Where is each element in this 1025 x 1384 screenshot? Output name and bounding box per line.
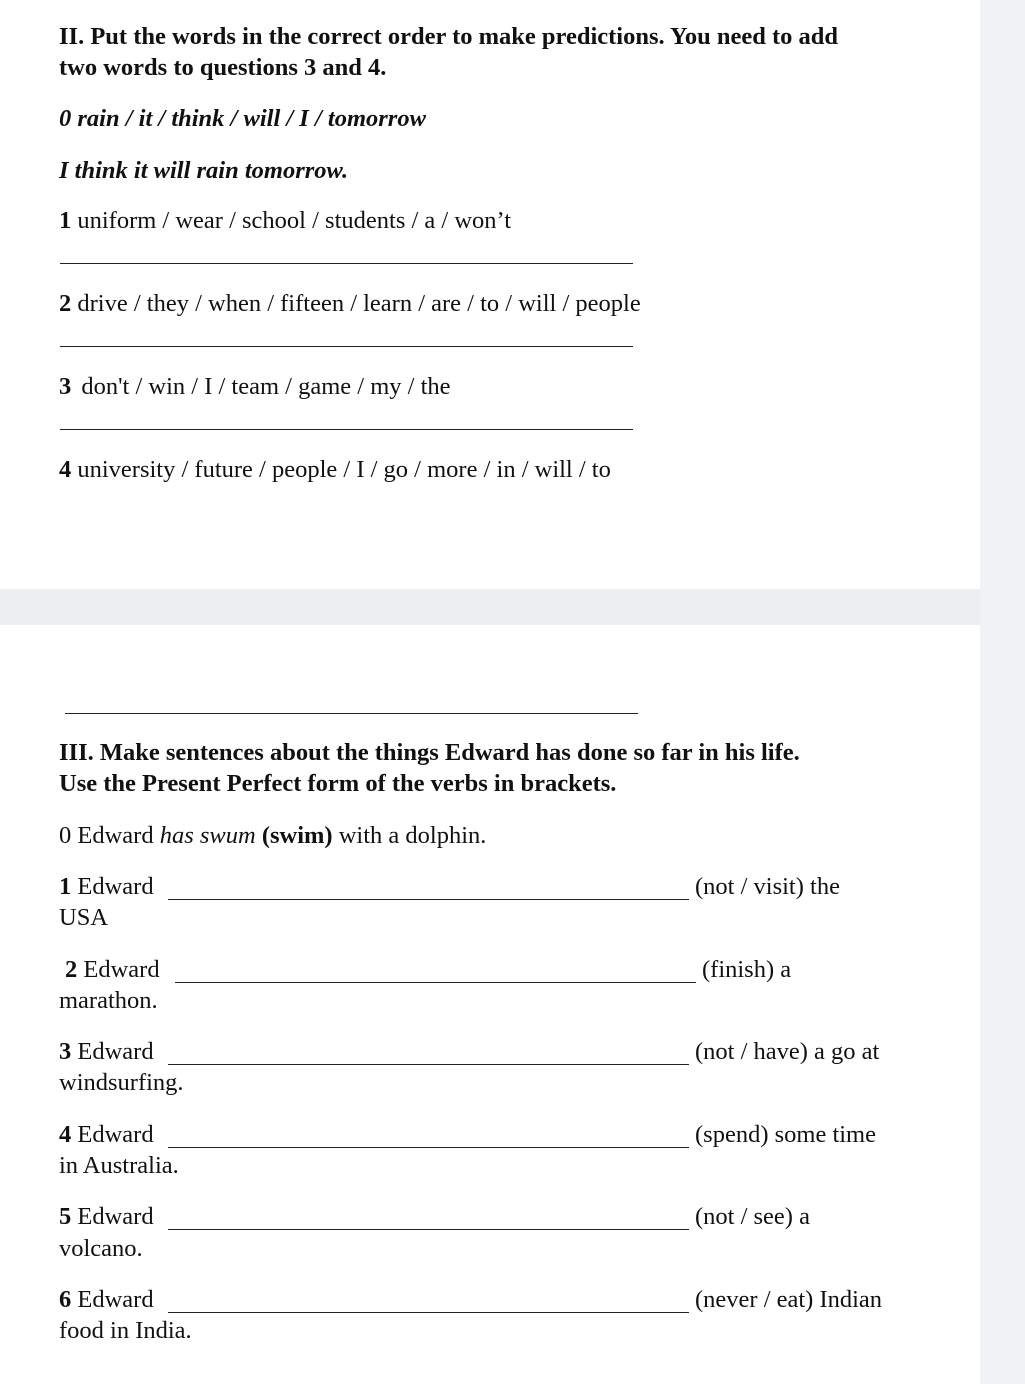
- item-number: 3: [59, 1038, 72, 1065]
- question-1: [59, 205, 511, 236]
- item-number: 1: [59, 873, 72, 900]
- item-4-continuation: in Australia.: [59, 1152, 179, 1179]
- item-number: 5: [59, 1203, 72, 1230]
- item-4-start: [59, 1119, 154, 1150]
- item-subject: Edward: [77, 1038, 154, 1065]
- item-1-answer-line[interactable]: [168, 899, 689, 900]
- item-5-start: [59, 1201, 154, 1232]
- section-2-title-line-1: II. Put the words in the correct order to make predictions. You need to add: [59, 23, 838, 50]
- item-1-continuation: USA: [59, 904, 109, 931]
- item-number: 2: [65, 956, 78, 983]
- example-answer: has swum: [159, 822, 256, 849]
- section-2-title-line-2: two words to questions 3 and 4.: [59, 54, 387, 81]
- section-3-title-line-2: Use the Present Perfect form of the verbs in brackets.: [59, 770, 617, 797]
- item-6-continuation: food in India.: [59, 1317, 192, 1344]
- item-subject: Edward: [83, 956, 160, 983]
- item-5-answer-line[interactable]: [168, 1229, 689, 1230]
- question-words: drive / they / when / fifteen / learn / are / to / will / people: [77, 290, 641, 317]
- example-prompt: 0 rain / it / think / will / I / tomorrow: [59, 105, 426, 132]
- item-3-hint: (not / have) a go at: [695, 1038, 880, 1065]
- item-subject: Edward: [77, 1203, 154, 1230]
- example-answer: I think it will rain tomorrow.: [59, 157, 349, 184]
- item-2-start: [65, 954, 160, 985]
- question-number: 2: [59, 290, 72, 317]
- item-3-start: [59, 1036, 154, 1067]
- scrollbar-track[interactable]: [980, 0, 1025, 1384]
- item-6-start: [59, 1284, 154, 1315]
- item-6-hint: (never / eat) Indian: [695, 1286, 883, 1313]
- item-2-hint: (finish) a: [702, 956, 792, 983]
- page-separator: [0, 589, 980, 625]
- item-4-answer-line[interactable]: [168, 1147, 689, 1148]
- answer-line-2[interactable]: [60, 346, 633, 347]
- example-suffix: with a dolphin.: [332, 822, 487, 849]
- question-number: 1: [59, 207, 72, 234]
- example-prefix: 0 Edward: [59, 822, 160, 849]
- question-words: don't / win / I / team / game / my / the: [81, 373, 451, 400]
- item-5-hint: (not / see) a: [695, 1203, 810, 1230]
- item-1-start: [59, 871, 154, 902]
- item-number: 4: [59, 1121, 72, 1148]
- question-2: [59, 288, 641, 319]
- item-5-continuation: volcano.: [59, 1235, 143, 1262]
- item-4-hint: (spend) some time: [695, 1121, 876, 1148]
- answer-line-4[interactable]: [65, 713, 638, 714]
- answer-line-3[interactable]: [60, 429, 633, 430]
- item-number: 6: [59, 1286, 72, 1313]
- example-verb: (swim): [261, 822, 333, 849]
- question-3: [59, 371, 451, 402]
- answer-line-1[interactable]: [60, 263, 633, 264]
- item-subject: Edward: [77, 1286, 154, 1313]
- item-1-hint: (not / visit) the: [695, 873, 840, 900]
- question-number: 3: [59, 373, 72, 400]
- item-6-answer-line[interactable]: [168, 1312, 689, 1313]
- item-2-continuation: marathon.: [59, 987, 158, 1014]
- item-subject: Edward: [77, 1121, 154, 1148]
- question-words: university / future / people / I / go / more / in / will / to: [77, 456, 611, 483]
- item-subject: Edward: [77, 873, 154, 900]
- question-words: uniform / wear / school / students / a / won’t: [77, 207, 512, 234]
- question-4: [59, 454, 611, 485]
- section-3-title-line-1: III. Make sentences about the things Edward has done so far in his life.: [59, 739, 800, 766]
- item-3-answer-line[interactable]: [168, 1064, 689, 1065]
- section-3-example: [59, 820, 486, 851]
- item-3-continuation: windsurfing.: [59, 1069, 184, 1096]
- question-number: 4: [59, 456, 72, 483]
- item-2-answer-line[interactable]: [175, 982, 696, 983]
